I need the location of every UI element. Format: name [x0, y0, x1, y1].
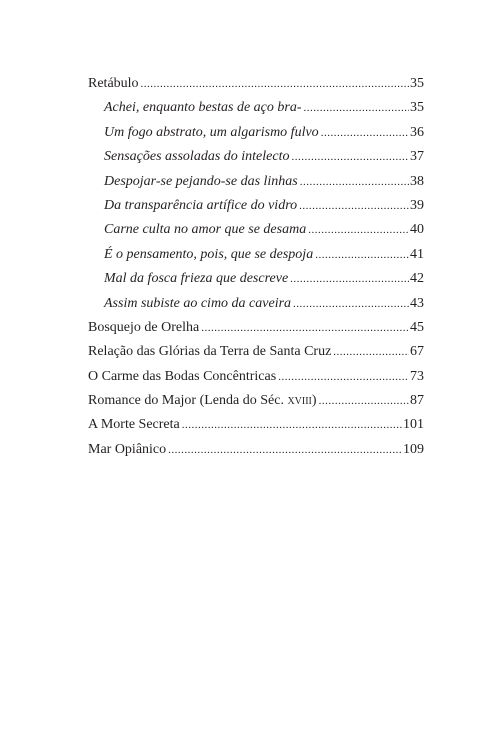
- toc-dot-leader: [201, 316, 409, 340]
- toc-entry-title: [88, 389, 317, 413]
- toc-entry-page: 43: [410, 295, 424, 311]
- toc-entry-page: 67: [410, 344, 424, 360]
- toc-entry-title: Achei, enquanto bestas de aço bra-: [104, 100, 302, 116]
- toc-dot-leader: [290, 267, 409, 291]
- toc-dot-leader: [182, 413, 402, 437]
- toc-entry-title: Bosquejo de Orelha: [88, 319, 200, 335]
- toc-dot-leader: [141, 72, 409, 96]
- toc-entry-title: Mal da fosca frieza que descreve: [104, 271, 289, 287]
- toc-entry-title: Retábulo: [88, 76, 139, 91]
- toc-entry: [88, 72, 424, 96]
- toc-subentry: [88, 96, 424, 120]
- toc-entry: [88, 389, 424, 413]
- toc-subentry: [88, 243, 424, 267]
- toc-dot-leader: [321, 121, 409, 145]
- toc-entry-title: Despojar-se pejando-se das linhas: [104, 173, 298, 189]
- toc-dot-leader: [278, 365, 409, 389]
- toc-subentry: [88, 145, 424, 169]
- toc-dot-leader: [300, 170, 409, 194]
- toc-entry: [88, 340, 424, 364]
- table-of-contents: [88, 72, 424, 462]
- toc-subentry: [88, 170, 424, 194]
- toc-dot-leader: [168, 438, 402, 462]
- toc-entry-title: Assim subiste ao cimo da caveira: [104, 295, 292, 311]
- toc-entry-page: 42: [410, 271, 424, 287]
- toc-subentry: [88, 121, 424, 145]
- toc-entry-page: 109: [403, 441, 424, 457]
- toc-entry-title: Um fogo abstrato, um algarismo fulvo: [104, 124, 319, 140]
- toc-entry-title-close: ): [311, 393, 317, 409]
- toc-entry-page: 37: [410, 149, 424, 165]
- toc-entry-page: 40: [410, 222, 424, 238]
- toc-entry-title: Carne culta no amor que se desama: [104, 222, 307, 238]
- toc-entry-page: 101: [403, 417, 424, 433]
- toc-dot-leader: [319, 389, 409, 413]
- toc-entry-title: O Carme das Bodas Concêntricas: [88, 368, 277, 384]
- toc-dot-leader: [299, 194, 409, 218]
- toc-entry-title-main: Romance do Major (Lenda do Séc.: [88, 393, 288, 409]
- toc-entry-title: É o pensamento, pois, que se despoja: [104, 246, 314, 262]
- toc-entry-page: 41: [410, 246, 424, 262]
- toc-dot-leader: [304, 96, 409, 120]
- toc-entry-title: Mar Opiânico: [88, 441, 167, 457]
- toc-entry-page: 87: [410, 393, 424, 409]
- toc-entry-title: A Morte Secreta: [88, 417, 180, 433]
- toc-entry: [88, 413, 424, 437]
- toc-entry-title: Sensações assoladas do intelecto: [104, 149, 290, 165]
- toc-dot-leader: [315, 243, 409, 267]
- toc-entry-title-century: xviii: [287, 393, 312, 409]
- toc-entry-page: 39: [410, 197, 424, 213]
- toc-subentry: [88, 218, 424, 242]
- toc-entry: [88, 365, 424, 389]
- toc-entry-page: 38: [410, 173, 424, 189]
- toc-entry-page: 45: [410, 319, 424, 335]
- toc-subentry: [88, 267, 424, 291]
- toc-entry-page: 35: [410, 100, 424, 116]
- toc-subentry: [88, 292, 424, 316]
- toc-dot-leader: [308, 218, 409, 242]
- toc-entry: [88, 316, 424, 340]
- toc-dot-leader: [291, 145, 409, 169]
- toc-entry-page: 73: [410, 368, 424, 384]
- toc-entry: [88, 438, 424, 462]
- toc-entry-title: Relação das Glórias da Terra de Santa Cruz: [88, 344, 332, 360]
- toc-subentry: [88, 194, 424, 218]
- toc-entry-page: 35: [410, 76, 424, 91]
- toc-dot-leader: [293, 292, 409, 316]
- toc-entry-title: Da transparência artífice do vidro: [104, 197, 298, 213]
- toc-dot-leader: [333, 340, 409, 364]
- toc-entry-page: 36: [410, 124, 424, 140]
